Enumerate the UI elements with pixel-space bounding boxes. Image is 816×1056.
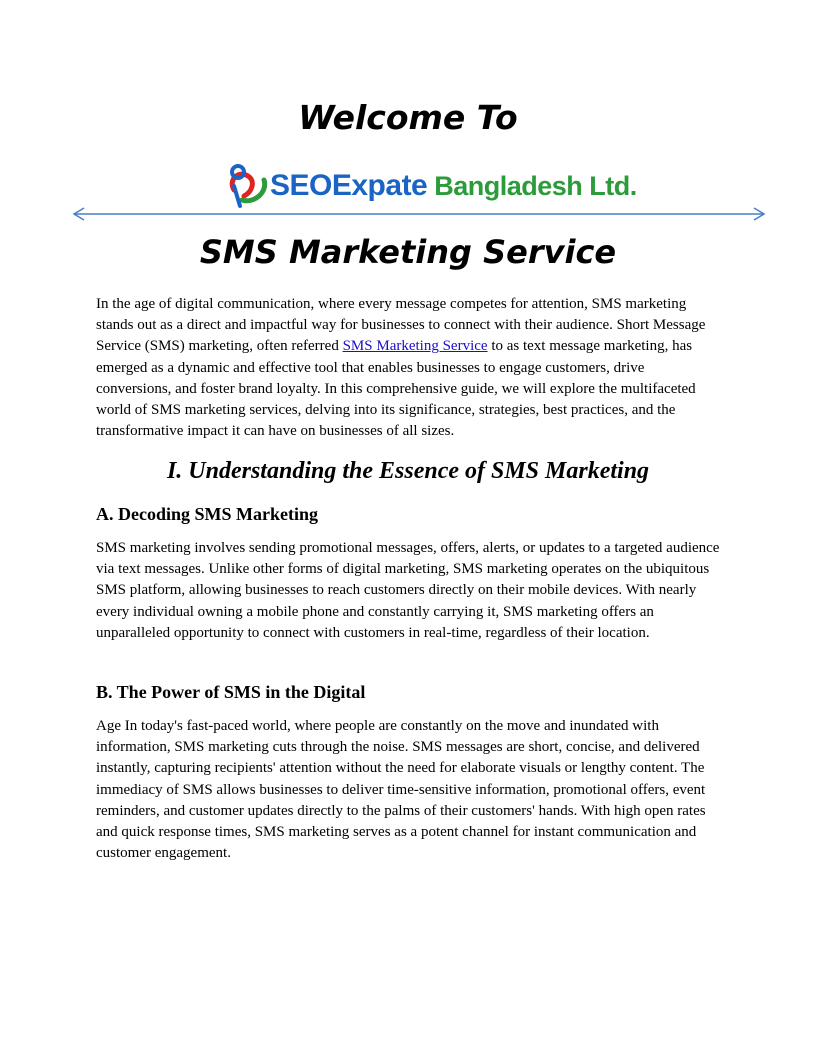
decoding-paragraph: SMS marketing involves sending promotional messages, offers, alerts, or updates to a targeted audience via text messages. Unlike other forms of digital marketing, SMS marketing operates on the ubiquitous SMS platform, allowing businesses to reach customers directly on their mobile devices. With nearly every individual owning a mobile phone and constantly carrying it, SMS marketing offers an unparalleled opportunity to connect with customers in real-time, regardless of their location. — [96, 540, 720, 641]
logo-mark-icon — [226, 160, 272, 210]
section-heading-understanding: I. Understanding the Essence of SMS Marketing — [166, 458, 650, 484]
welcome-heading: Welcome To — [298, 98, 518, 137]
subheading-power-of-sms: B. The Power of SMS in the Digital — [96, 682, 366, 702]
subheading-decoding: A. Decoding SMS Marketing — [96, 504, 318, 524]
double-arrow-divider — [72, 206, 766, 222]
company-logo — [226, 160, 637, 210]
logo-bangladesh: Bangladesh Ltd. — [427, 171, 637, 201]
intro-text-start: In the age of digital communication, where every message competes for attention, SMS marketing stands out as a direct and impactful way for businesses to connect with their audience. Short Message Service (SMS) marketing, often referred — [96, 296, 706, 355]
logo-wordmark — [270, 168, 637, 204]
power-paragraph: Age In today's fast-paced world, where people are constantly on the move and inundated with information, SMS marketing cuts through the noise. SMS messages are short, concise, and delivered instantly, capturing recipients' attention without the need for elaborate visuals or lengthy content. The immediacy of SMS allows businesses to deliver time-sensitive information, promotional offers, event reminders, and customer updates directly to the palms of their customers' hands. With high open rates and quick response times, SMS marketing serves as a potent channel for instant communication and customer engagement. — [96, 718, 706, 862]
sms-marketing-service-link[interactable]: SMS Marketing Service — [342, 338, 488, 355]
intro-paragraph — [96, 294, 721, 442]
service-title: SMS Marketing Service — [199, 233, 617, 271]
logo-seo: SEO — [270, 169, 332, 202]
logo-expate: Expate — [331, 169, 428, 202]
intro-text-end: to as text message marketing, has emerged as a dynamic and effective tool that enables businesses to engage customers, drive conversions, and foster brand loyalty. In this comprehensive guide, we will explore the multifaceted world of SMS marketing services, delving into its significance, strategies, best practices, and the transformative impact it can have on businesses of all sizes. — [96, 338, 696, 440]
